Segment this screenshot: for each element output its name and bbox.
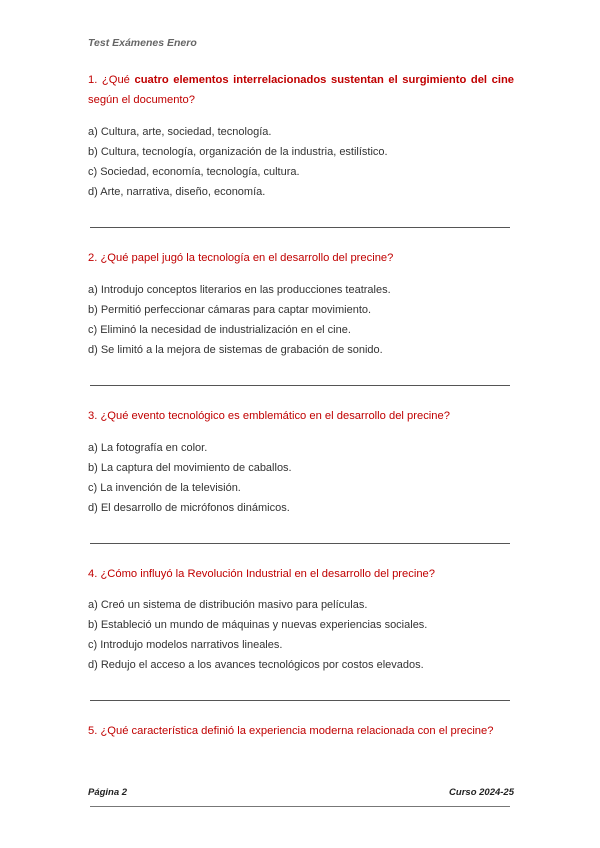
- option-4b: b) Estableció un mundo de máquinas y nuevas experiencias sociales.: [88, 619, 428, 631]
- option-1c: c) Sociedad, economía, tecnología, cultura.: [88, 166, 300, 178]
- option-2d: d) Se limitó a la mejora de sistemas de grabación de sonido.: [88, 344, 383, 356]
- option-1d: d) Arte, narrativa, diseño, economía.: [88, 186, 266, 198]
- separator-line: [90, 385, 510, 386]
- option-3d: d) El desarrollo de micrófonos dinámicos.: [88, 502, 290, 514]
- separator-line: [90, 227, 510, 228]
- question-3: 3. ¿Qué evento tecnológico es emblemático en el desarrollo del precine?: [88, 410, 450, 422]
- option-4c: c) Introdujo modelos narrativos lineales.: [88, 639, 283, 651]
- question-1-bold: cuatro elementos interrelacionados sustentan el surgimiento del cine: [134, 74, 514, 86]
- question-2-options: [88, 280, 518, 360]
- footer-separator: [90, 806, 510, 807]
- document-header-title: Test Exámenes Enero: [88, 37, 197, 49]
- question-1-prefix: 1. ¿Qué: [88, 74, 135, 86]
- option-4a: a) Creó un sistema de distribución masivo para películas.: [88, 599, 368, 611]
- question-4: 4. ¿Cómo influyó la Revolución Industrial en el desarrollo del precine?: [88, 568, 435, 580]
- option-3b: b) La captura del movimiento de caballos.: [88, 462, 292, 474]
- footer-course: Curso 2024-25: [449, 787, 514, 798]
- separator-line: [90, 543, 510, 544]
- option-1b: b) Cultura, tecnología, organización de la industria, estilístico.: [88, 146, 388, 158]
- option-2c: c) Eliminó la necesidad de industrialización en el cine.: [88, 324, 351, 336]
- question-1: [88, 70, 514, 110]
- option-3c: c) La invención de la televisión.: [88, 482, 241, 494]
- question-5: 5. ¿Qué característica definió la experiencia moderna relacionada con el precine?: [88, 725, 494, 737]
- option-1a: a) Cultura, arte, sociedad, tecnología.: [88, 126, 272, 138]
- footer-page-number: Página 2: [88, 787, 128, 798]
- question-2: 2. ¿Qué papel jugó la tecnología en el desarrollo del precine?: [88, 252, 394, 264]
- question-1-options: [88, 122, 518, 202]
- option-4d: d) Redujo el acceso a los avances tecnológicos por costos elevados.: [88, 659, 424, 671]
- separator-line: [90, 700, 510, 701]
- option-2b: b) Permitió perfeccionar cámaras para captar movimiento.: [88, 304, 372, 316]
- question-3-options: [88, 438, 518, 518]
- question-4-options: [88, 595, 518, 675]
- question-1-suffix: según el documento?: [88, 94, 195, 106]
- option-2a: a) Introdujo conceptos literarios en las producciones teatrales.: [88, 284, 391, 296]
- option-3a: a) La fotografía en color.: [88, 442, 208, 454]
